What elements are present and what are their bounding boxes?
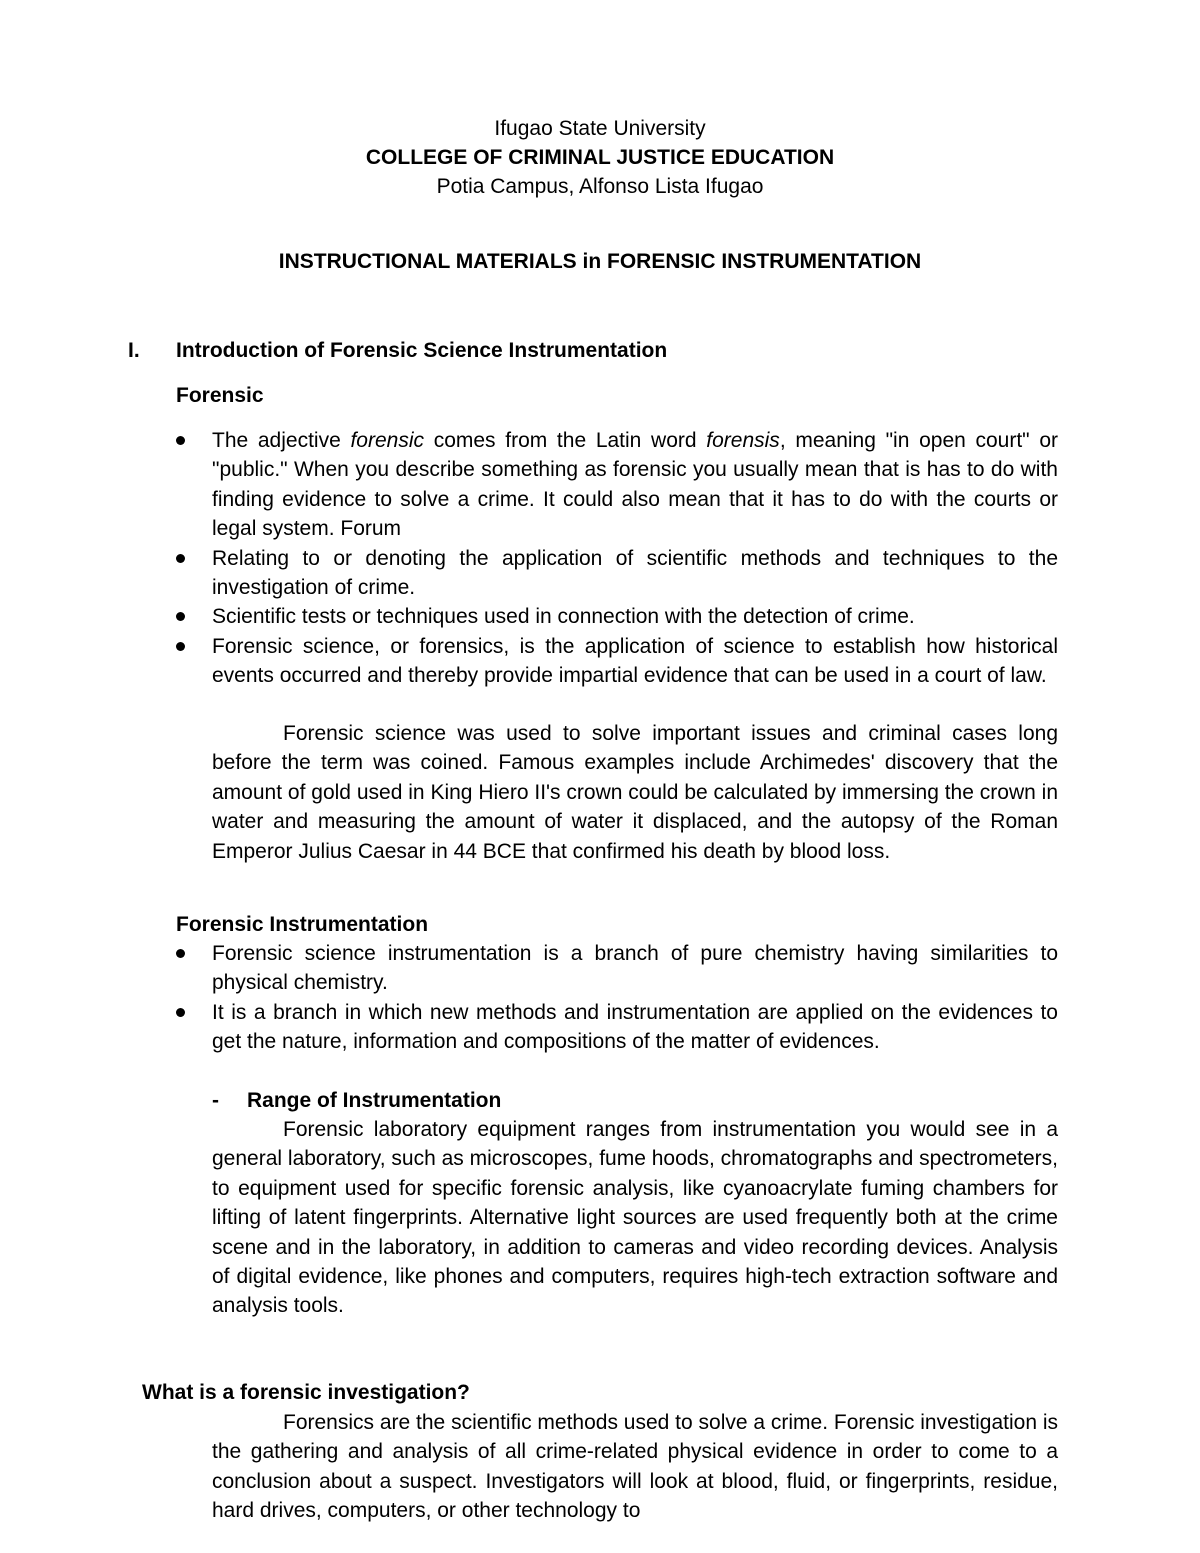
instrumentation-bullet-list — [176, 939, 1058, 1057]
list-item: It is a branch in which new methods and instrumentation are applied on the evidences to get the nature, information and compositions of the matter of evidences. — [176, 998, 1058, 1057]
bullet-icon — [176, 1008, 185, 1017]
campus-address: Potia Campus, Alfonso Lista Ifugao — [436, 175, 764, 198]
section-heading — [128, 336, 667, 365]
dash-marker: - — [212, 1089, 219, 1112]
investigation-paragraph: Forensics are the scientific methods used to solve a crime. Forensic investigation is the gathering and analysis of all crime-related physical evidence in order to come to a conclusion about a suspect. Investigators will look at blood, fluid, or fingerprints, residue, hard drives, computers, or other technology to — [212, 1411, 1059, 1523]
range-heading — [212, 1086, 501, 1115]
section-number: I. — [128, 339, 140, 362]
section-title: Introduction of Forensic Science Instrumentation — [176, 339, 668, 362]
bullet-icon — [176, 949, 185, 958]
forensic-heading: Forensic — [176, 384, 264, 407]
document-header — [0, 114, 1200, 201]
range-paragraph: Forensic laboratory equipment ranges from instrumentation you would see in a general laboratory, such as microscopes, fume hoods, chromatographs and spectrometers, to equipment used for specific forensic analysis, like cyanoacrylate fuming chambers for lifting of latent fingerprints. Alternative light sources are used frequently both at the crime scene and in the laboratory, in addition to cameras and video recording devices. Analysis of digital evidence, like phones and computers, requires high-tech extraction software and analysis tools. — [212, 1118, 1058, 1318]
list-item: Relating to or denoting the application of scientific methods and techniques to the investigation of crime. — [176, 544, 1058, 603]
bullet-icon — [176, 612, 185, 621]
list-item: Scientific tests or techniques used in connection with the detection of crime. — [176, 602, 1058, 631]
list-item: The adjective forensic comes from the Latin word forensis, meaning "in open court" or "public." When you describe something as forensic you usually mean that is has to do with finding evidence to solve a crime. It could also mean that it has to do with the courts or legal system. Forum — [176, 426, 1058, 544]
list-item: Forensic science, or forensics, is the application of science to establish how historical events occurred and thereby provide impartial evidence that can be used in a court of law. — [176, 632, 1058, 691]
bullet-icon — [176, 436, 185, 445]
instrumentation-heading: Forensic Instrumentation — [176, 913, 429, 936]
forensic-bullet-list — [176, 426, 1058, 691]
bullet-icon — [176, 642, 185, 651]
document-title: INSTRUCTIONAL MATERIALS in FORENSIC INSTRUMENTATION — [278, 250, 922, 273]
list-item: Forensic science instrumentation is a branch of pure chemistry having similarities to physical chemistry. — [176, 939, 1058, 998]
university-name: Ifugao State University — [494, 117, 706, 140]
bullet-icon — [176, 554, 185, 563]
investigation-heading: What is a forensic investigation? — [142, 1381, 470, 1404]
range-heading-text: Range of Instrumentation — [247, 1089, 502, 1112]
college-name: COLLEGE OF CRIMINAL JUSTICE EDUCATION — [365, 146, 835, 169]
forensic-history-paragraph: Forensic science was used to solve important issues and criminal cases long before the term was coined. Famous examples include Archimedes' discovery that the amount of gold used in King Hiero II's crown could be calculated by immersing the crown in water and measuring the amount of water it displaced, and the autopsy of the Roman Emperor Julius Caesar in 44 BCE that confirmed his death by blood loss. — [212, 722, 1058, 863]
